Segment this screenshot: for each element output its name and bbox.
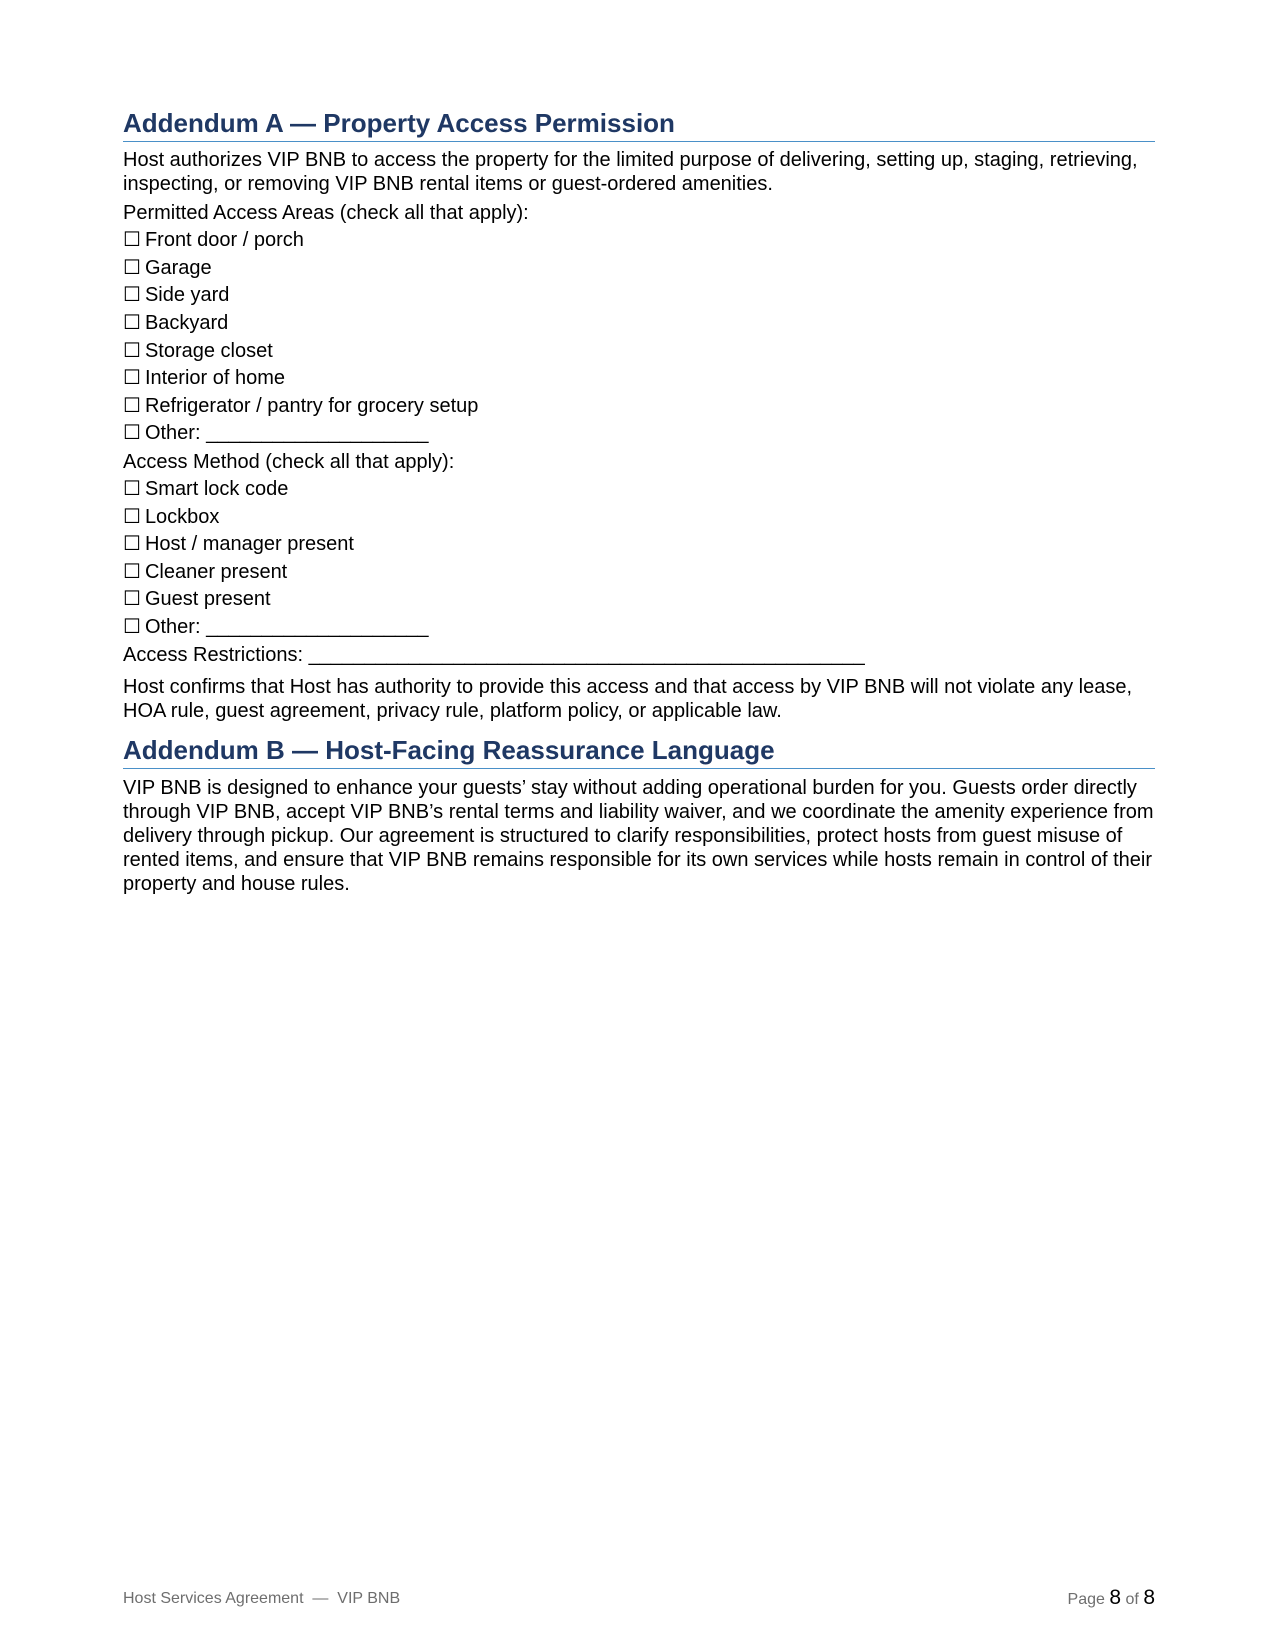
access-method-item[interactable]: ☐ Lockbox (123, 504, 1155, 532)
total-pages-number: 8 (1143, 1586, 1155, 1609)
checkbox-icon[interactable]: ☐ (123, 311, 141, 334)
access-method-item[interactable]: ☐ Cleaner present (123, 559, 1155, 587)
access-method-item[interactable]: ☐ Guest present (123, 586, 1155, 614)
access-restrictions-field[interactable]: Access Restrictions: __________________________________________________ (123, 643, 865, 666)
access-area-item[interactable]: ☐ Backyard (123, 310, 1155, 338)
checkbox-icon[interactable]: ☐ (123, 422, 141, 445)
page-footer (123, 1586, 1155, 1612)
checkbox-icon[interactable]: ☐ (123, 533, 141, 556)
addendum-b-title: Addendum B — Host-Facing Reassurance Language (123, 735, 1155, 769)
access-method-item[interactable]: ☐ Smart lock code (123, 476, 1155, 504)
checkbox-icon[interactable]: ☐ (123, 615, 141, 638)
page-indicator: Page 8 of 8 (1067, 1586, 1155, 1609)
access-method-label: Access Method (check all that apply): (123, 450, 455, 473)
access-areas-list (123, 227, 1155, 448)
access-area-item-other[interactable]: ☐ Other: ____________________ (123, 420, 1155, 448)
access-method-item[interactable]: ☐ Host / manager present (123, 531, 1155, 559)
access-area-item[interactable]: ☐ Side yard (123, 282, 1155, 310)
addendum-a-intro: Host authorizes VIP BNB to access the property for the limited purpose of delivering, setting up, staging, retrieving, inspecting, or removing VIP BNB rental items or guest-ordered amenities. (123, 149, 1138, 196)
addendum-b-body: VIP BNB is designed to enhance your guests’ stay without adding operational burden for you. Guests order directly through VIP BNB, accept VIP BNB’s rental terms and liability waiver, and we coordinate the amenity experience from delivery through pickup. Our agreement is structured to clarify responsibilities, protect hosts from guest misuse of rented items, and ensure that VIP BNB remains responsible for its own services while hosts remain in control of their property and house rules. (123, 776, 1154, 895)
checkbox-icon[interactable]: ☐ (123, 367, 141, 390)
checkbox-icon[interactable]: ☐ (123, 477, 141, 500)
checkbox-icon[interactable]: ☐ (123, 560, 141, 583)
footer-document-title: Host Services Agreement — VIP BNB (123, 1590, 401, 1607)
access-area-item[interactable]: ☐ Refrigerator / pantry for grocery setup (123, 393, 1155, 421)
document-page (123, 108, 1155, 896)
checkbox-icon[interactable]: ☐ (123, 284, 141, 307)
checkbox-icon[interactable]: ☐ (123, 339, 141, 362)
access-area-item[interactable]: ☐ Interior of home (123, 365, 1155, 393)
access-areas-label: Permitted Access Areas (check all that apply): (123, 202, 529, 225)
current-page-number: 8 (1109, 1586, 1122, 1609)
host-confirmation: Host confirms that Host has authority to provide this access and that access by VIP BNB will not violate any lease, HOA rule, guest agreement, privacy rule, platform policy, or applicable law. (123, 675, 1133, 722)
access-method-item-other[interactable]: ☐ Other: ____________________ (123, 614, 1155, 642)
access-area-item[interactable]: ☐ Storage closet (123, 338, 1155, 366)
access-area-item[interactable]: ☐ Garage (123, 255, 1155, 283)
checkbox-icon[interactable]: ☐ (123, 588, 141, 611)
checkbox-icon[interactable]: ☐ (123, 229, 141, 252)
checkbox-icon[interactable]: ☐ (123, 505, 141, 528)
access-method-list (123, 476, 1155, 642)
checkbox-icon[interactable]: ☐ (123, 256, 141, 279)
checkbox-icon[interactable]: ☐ (123, 394, 141, 417)
access-area-item[interactable]: ☐ Front door / porch (123, 227, 1155, 255)
addendum-a-title: Addendum A — Property Access Permission (123, 108, 1155, 142)
